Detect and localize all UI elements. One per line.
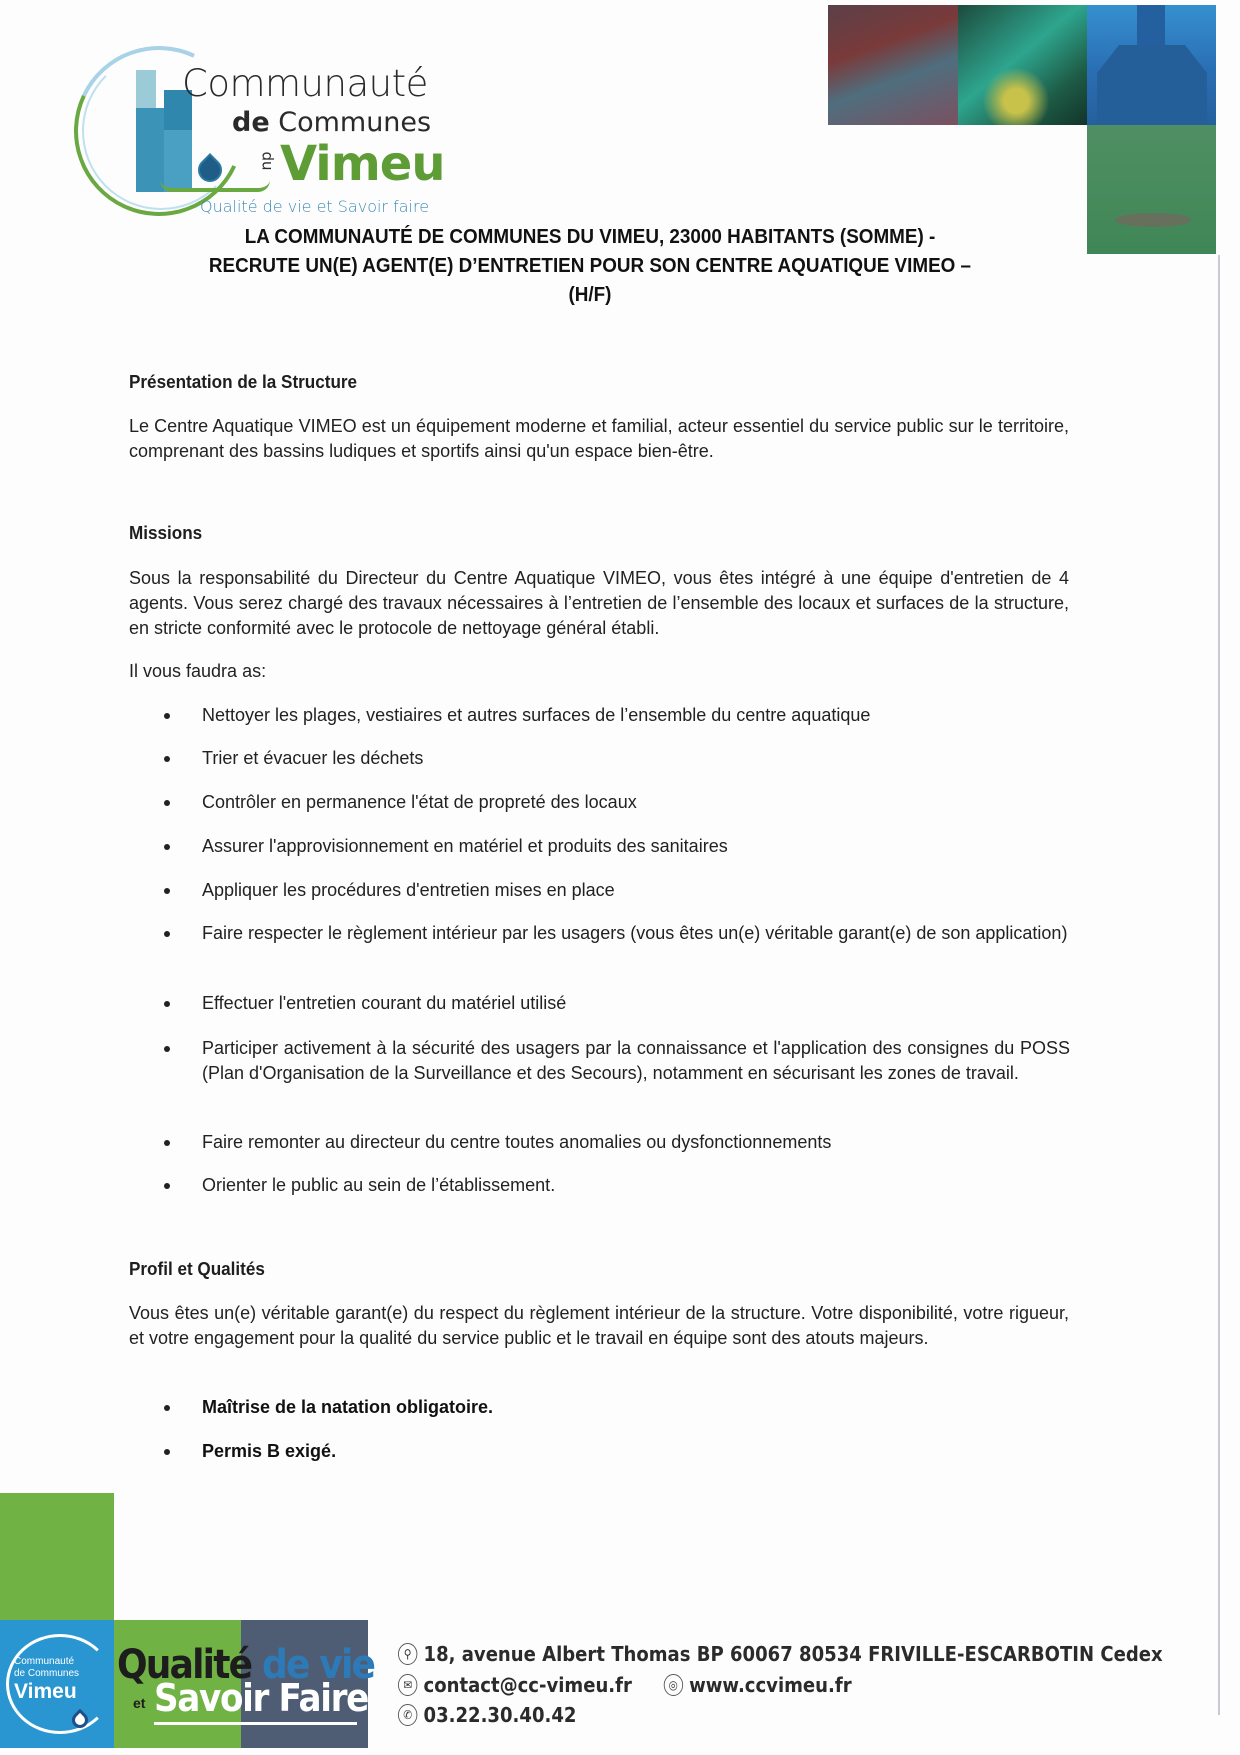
badge-text-communes: de Communes xyxy=(14,1668,80,1679)
footer-badge-logo xyxy=(0,1620,114,1748)
title-line-3: (H/F) xyxy=(568,283,612,306)
slogan-et: et xyxy=(133,1695,146,1711)
list-item: Participer activement à la sécurité des usagers par la connaissance et l'application des consignes du POSS (Plan d'Organisation de la Surveillance et des Secours), notamment en sécurisant les zones de travail. xyxy=(160,1036,1070,1086)
location-pin-icon: ⚲ xyxy=(398,1643,417,1665)
logo-text-du: du xyxy=(258,151,277,171)
logo-text-de-communes xyxy=(232,107,431,138)
logo-text-de: de xyxy=(232,107,270,138)
phone-number: 03.22.30.40.42 xyxy=(423,1703,577,1727)
list-item: Nettoyer les plages, vestiaires et autres surfaces de l’ensemble du centre aquatique xyxy=(160,703,1070,728)
presentation-text: Le Centre Aquatique VIMEO est un équipement moderne et familial, acteur essentiel du service public sur le territoire, comprenant des bassins ludiques et sportifs ainsi qu'un espace bien-être. xyxy=(129,416,1069,461)
list-item: Faire remonter au directeur du centre toutes anomalies ou dysfonctionnements xyxy=(160,1130,1070,1155)
address-text: 18, avenue Albert Thomas BP 60067 80534 FRIVILLE-ESCARBOTIN Cedex xyxy=(423,1642,1163,1666)
footer-address xyxy=(398,1642,1163,1666)
list-item: Maîtrise de la natation obligatoire. xyxy=(160,1395,1070,1420)
slogan-savoir-faire: Savoir Faire xyxy=(154,1676,369,1720)
list-item: Effectuer l'entretien courant du matériel utilisé xyxy=(160,991,1070,1016)
missions-intro: Il vous faudra as: xyxy=(129,661,267,681)
presentation-heading: Présentation de la Structure xyxy=(129,372,358,392)
missions-heading: Missions xyxy=(129,523,203,543)
logo-tagline: Qualité de vie et Savoir faire xyxy=(200,197,430,216)
slogan-underline xyxy=(154,1722,357,1725)
list-item: Contrôler en permanence l'état de propreté des locaux xyxy=(160,790,1070,815)
missions-text: Sous la responsabilité du Directeur du Centre Aquatique VIMEO, vous êtes intégré à une équipe d'entretien de 4 agents. Vous serez chargé des travaux nécessaires à l’entretien de l’ensemble des locaux et surfaces de la structure, en stricte conformité avec le protocole de nettoyage général établi. xyxy=(129,568,1069,638)
badge-text-communaute: Communauté xyxy=(14,1656,75,1667)
logo-text-vimeu: Vimeu xyxy=(280,136,445,192)
list-item: Trier et évacuer les déchets xyxy=(160,746,1070,771)
list-item: Appliquer les procédures d'entretien mises en place xyxy=(160,878,1070,903)
email-link[interactable]: contact@cc-vimeu.fr xyxy=(423,1673,632,1697)
industry-welding-photo xyxy=(958,5,1087,125)
logo-swoosh xyxy=(160,180,270,192)
profil-heading: Profil et Qualités xyxy=(129,1259,265,1279)
logo-text-communaute: Communauté xyxy=(182,62,428,105)
aquatic-center-photo xyxy=(828,5,958,125)
phone-icon: ✆ xyxy=(398,1704,417,1726)
title-line-2: RECRUTE UN(E) AGENT(E) D’ENTRETIEN POUR SON CENTRE AQUATIQUE VIMEO – xyxy=(208,254,972,277)
website-link[interactable]: www.ccvimeu.fr xyxy=(689,1673,852,1697)
title-line-1: LA COMMUNAUTÉ DE COMMUNES DU VIMEU, 23000 HABITANTS (SOMME) - xyxy=(244,225,936,248)
footer-email-web xyxy=(398,1673,852,1697)
profil-text: Vous êtes un(e) véritable garant(e) du respect du règlement intérieur de la structure. Votre disponibilité, votre rigueur, et votre engagement pour la qualité du service public et le travail en équipe sont des atouts majeurs. xyxy=(129,1303,1069,1348)
list-item: Assurer l'approvisionnement en matériel et produits des sanitaires xyxy=(160,834,1070,859)
badge-text-vimeu: Vimeu xyxy=(14,1680,77,1703)
church-photo xyxy=(1087,5,1216,125)
organization-logo xyxy=(70,40,470,220)
envelope-icon: ✉ xyxy=(398,1674,417,1696)
slogan-de-vie: de vie xyxy=(251,1642,375,1688)
list-item: Orienter le public au sein de l’établissement. xyxy=(160,1173,1070,1198)
logo-text-communes: Communes xyxy=(269,107,432,138)
page-edge-divider xyxy=(1218,255,1220,1715)
page-title xyxy=(139,222,1041,309)
list-item: Permis B exigé. xyxy=(160,1439,1070,1464)
seal-on-beach-photo xyxy=(1087,125,1216,254)
slogan-qualite: Qualité xyxy=(117,1642,252,1688)
globe-icon: ◎ xyxy=(664,1674,683,1696)
footer-phone xyxy=(398,1703,576,1727)
list-item: Faire respecter le règlement intérieur par les usagers (vous êtes un(e) véritable garant(e) de son application) xyxy=(160,921,1070,946)
footer-green-block xyxy=(0,1493,114,1620)
